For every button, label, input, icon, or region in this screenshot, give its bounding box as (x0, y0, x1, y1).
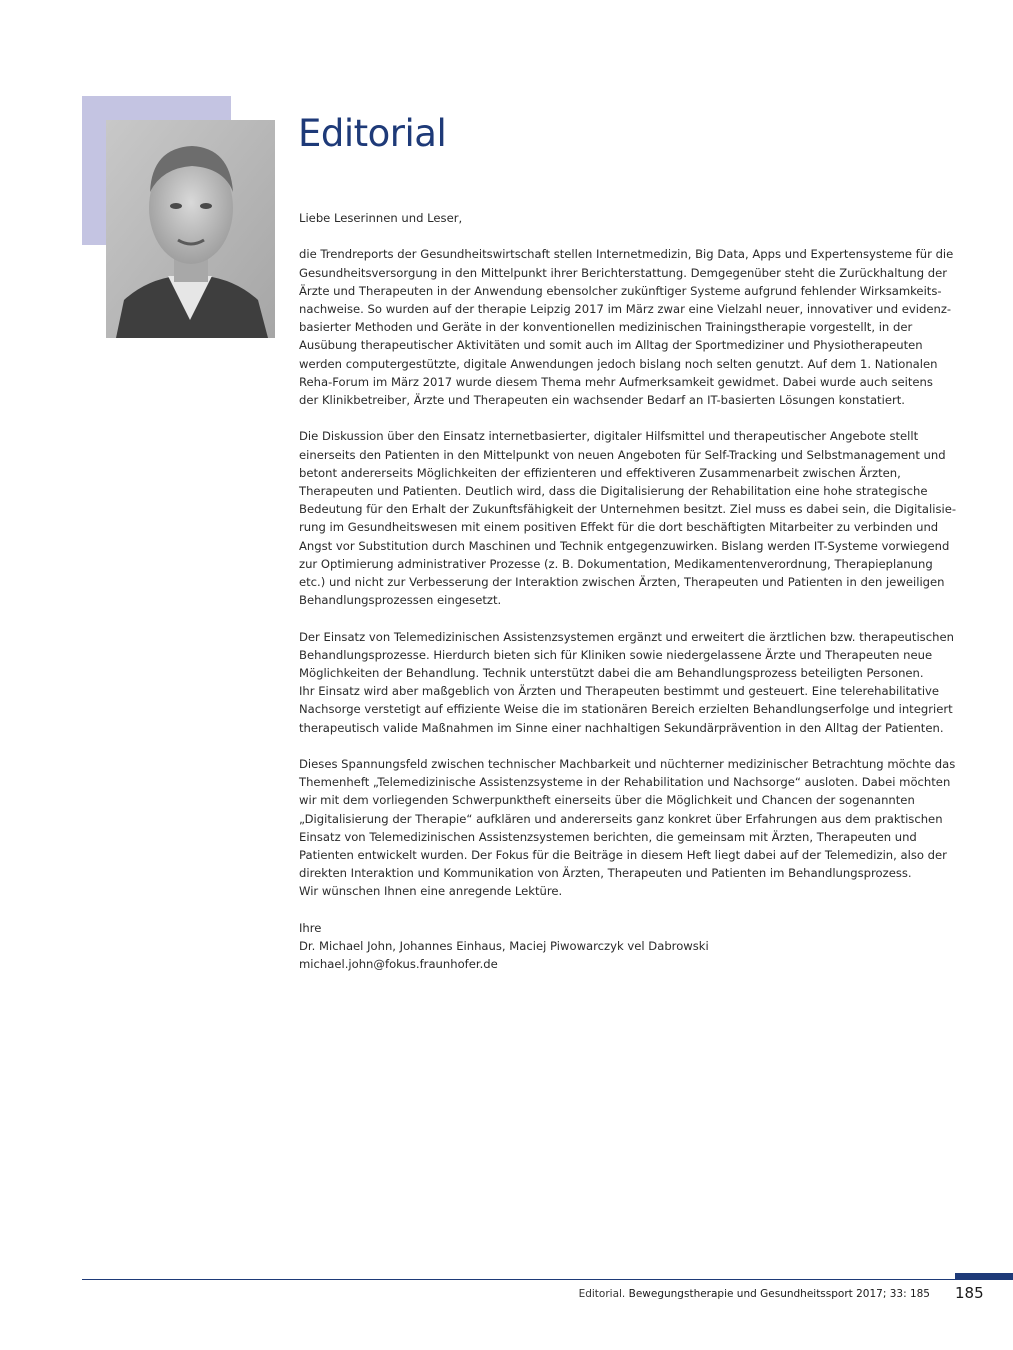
paragraph-3-line: Möglichkeiten der Behandlung. Technik unterstützt dabei die am Behandlungsprozess beteiligten Personen. (299, 666, 924, 681)
paragraph-2-line: einerseits den Patienten in den Mittelpunkt von neuen Angeboten für Self-Tracking und Selbstmanagement und (299, 447, 946, 462)
paragraph-2-line: Die Diskussion über den Einsatz internetbasierter, digitaler Hilfsmittel und therapeutischer Angebote stellt (299, 429, 919, 444)
page-title: Editorial (298, 112, 447, 155)
paragraph-3-line: Behandlungsprozesse. Hierdurch bieten sich für Kliniken sowie niedergelassene Ärzte und Therapeuten neue (299, 647, 933, 662)
paragraph-4-line: wir mit dem vorliegenden Schwerpunktheft einerseits über die Möglichkeit und Chancen der sogenannten (299, 793, 915, 808)
paragraph-1-line: Reha-Forum im März 2017 wurde diesem Thema mehr Aufmerksamkeit gewidmet. Dabei wurde auch seitens (299, 374, 933, 389)
paragraph-2-line: Behandlungsprozessen eingesetzt. (299, 593, 502, 608)
author-email[interactable]: michael.john@fokus.fraunhofer.de (299, 957, 498, 972)
page-number: 185 (955, 1284, 984, 1302)
paragraph-1-line: Ärzte und Therapeuten in der Anwendung ebensolcher zukünftiger Systeme aufgrund fehlender Wirksamkeits- (299, 283, 942, 298)
paragraph-3-line: Der Einsatz von Telemedizinischen Assistenzsystemen ergänzt und erweitert die ärztlichen bzw. therapeutischen (299, 629, 954, 644)
paragraph-1-line: nachweise. So wurden auf der therapie Leipzig 2017 im März zwar eine Vielzahl neuer, innovativer und evidenz- (299, 302, 952, 316)
paragraph-2-line: zur Optimierung administrativer Prozesse (z. B. Dokumentation, Medikamentenverordnung, Therapieplanung (299, 556, 933, 571)
salutation: Liebe Leserinnen und Leser, (299, 211, 463, 225)
paragraph-2-line: Bedeutung für den Erhalt der Zukunftsfähigkeit der Unternehmen besitzt. Ziel muss es dabei sein, die Digitalisie- (299, 502, 957, 517)
paragraph-1-line: der Klinikbetreiber, Ärzte und Therapeuten ein wachsender Bedarf an IT-basierten Lösungen konstatiert. (299, 393, 905, 408)
paragraph-3-line: Ihr Einsatz wird aber maßgeblich von Ärzten und Therapeuten bestimmt und gesteuert. Eine telerehabilitative (299, 684, 940, 699)
paragraph-2-line: betont andererseits Möglichkeiten der effizienteren und effektiveren Zusammenarbeit zwischen Ärzten, (299, 465, 901, 480)
paragraph-2-line: rung im Gesundheitswesen mit einem positiven Effekt für die dort beschäftigten Mitarbeiter zu verbinden und (299, 520, 939, 535)
author-names: Dr. Michael John, Johannes Einhaus, Maciej Piwowarczyk vel Dabrowski (299, 939, 709, 954)
paragraph-1-line: werden computergestützte, digitale Anwendungen jedoch bislang noch selten genutzt. Auf dem 1. Nationalen (299, 356, 938, 371)
paragraph-3-line: Nachsorge verstetigt auf effiziente Weise die im stationären Bereich erzielten Behandlungserfolge und integriert (299, 702, 953, 717)
paragraph-4-line: direkten Interaktion und Kommunikation von Ärzten, Therapeuten und Patienten im Behandlungsprozess. (299, 866, 912, 881)
footer-rule (82, 1279, 955, 1280)
paragraph-1-line: Gesundheitsversorgung in den Mittelpunkt ihrer Berichterstattung. Demgegenüber steht die Zurückhaltung der (299, 265, 948, 280)
paragraph-1-line: Ausübung therapeutischer Aktivitäten und somit auch im Alltag der Sportmediziner und Physiotherapeuten (299, 338, 923, 353)
paragraph-4-line: „Digitalisierung der Therapie“ aufklären und andererseits ganz konkret über Erfahrungen aus dem praktischen (299, 811, 943, 826)
footer-label: Editorial. (578, 1288, 626, 1300)
paragraph-2-line: etc.) und nicht zur Verbesserung der Interaktion zwischen Ärzten, Therapeuten und Patienten in den jeweiligen (299, 575, 945, 590)
sign-off: Ihre (299, 920, 322, 935)
paragraph-1-line: basierter Methoden und Geräte in der konventionellen medizinischen Trainingstherapie vorgestellt, in der (299, 320, 913, 335)
paragraph-4-line: Dieses Spannungsfeld zwischen technischer Machbarkeit und nüchterner medizinischer Betrachtung möchte das (299, 757, 956, 772)
paragraph-4-line: Einsatz von Telemedizinischen Assistenzsystemen berichten, die gemeinsam mit Ärzten, Therapeuten und (299, 829, 917, 844)
footer-tab (955, 1273, 1013, 1280)
paragraph-4-line: Patienten entwickelt wurden. Der Fokus für die Beiträge in diesem Heft liegt dabei auf der Telemedizin, also der (299, 848, 947, 863)
paragraph-2-line: Angst vor Substitution durch Maschinen und Technik entgegenzuwirken. Bislang werden IT-Systeme vorwiegend (299, 538, 950, 553)
paragraph-4-line: Themenheft „Telemedizinische Assistenzsysteme in der Rehabilitation und Nachsorge“ ausloten. Dabei möchten (299, 775, 951, 790)
paragraph-2-line: Therapeuten und Patienten. Deutlich wird, dass die Digitalisierung der Rehabilitation eine hohe strategische (299, 484, 928, 499)
footer-citation (579, 1288, 930, 1300)
footer-journal: Bewegungstherapie und Gesundheitssport 2017; 33: 185 (628, 1288, 930, 1300)
paragraph-4-line: Wir wünschen Ihnen eine anregende Lektüre. (299, 884, 563, 899)
author-portrait (106, 120, 275, 338)
paragraph-3-line: therapeutisch valide Maßnahmen im Sinne einer nachhaltigen Sekundärprävention in den Alltag der Patienten. (299, 720, 944, 735)
paragraph-1-line: die Trendreports der Gesundheitswirtschaft stellen Internetmedizin, Big Data, Apps und Expertensysteme für die (299, 247, 954, 262)
editorial-body (299, 209, 957, 973)
